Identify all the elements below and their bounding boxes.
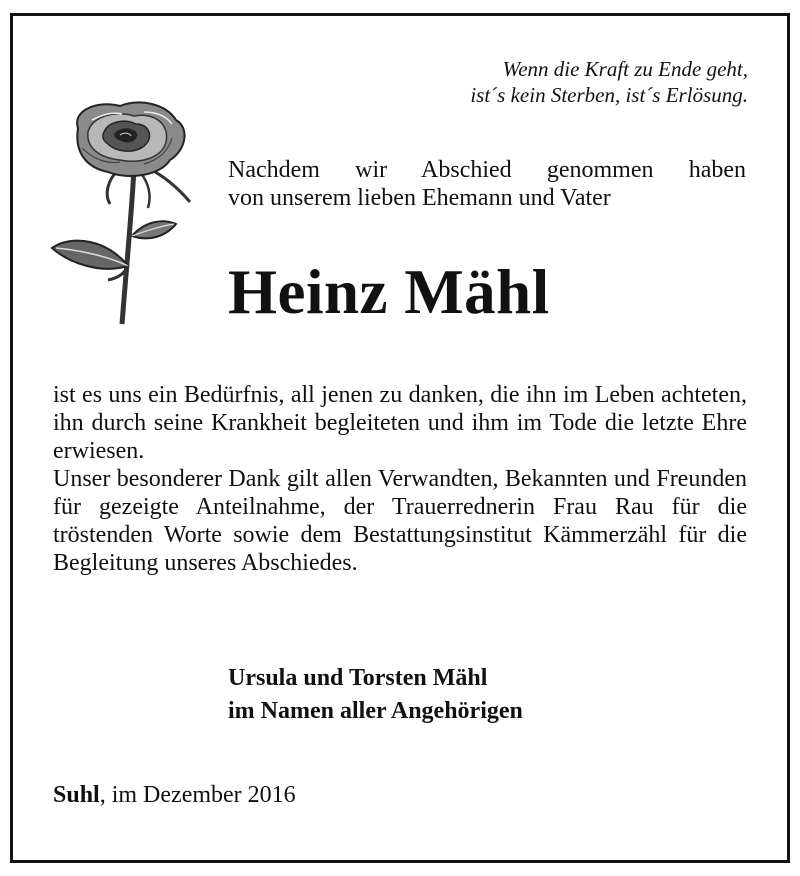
epigraph-quote [470, 56, 748, 108]
body-paragraph-2: Unser besonderer Dank gilt allen Verwandten, Bekannten und Freunden für gezeigte Anteilnahme, der Trauerrednerin Frau Rau für die tröstenden Worte sowie dem Bestattungsinstitut Kämmerzähl für die Begleitung unseres Abschiedes. [53, 466, 747, 576]
intro-text [228, 156, 746, 212]
deceased-name: Heinz Mähl [228, 257, 550, 327]
intro-line-1: Nachdem wir Abschied genommen haben [228, 157, 746, 183]
date-text: , im Dezember 2016 [99, 782, 296, 808]
body-text [53, 381, 747, 577]
intro-line-2: von unserem lieben Ehemann und Vater [228, 185, 611, 211]
place-name: Suhl [53, 782, 100, 808]
signature-line-1: Ursula und Torsten Mähl [228, 665, 488, 691]
quote-line-1: Wenn die Kraft zu Ende geht, [502, 57, 748, 81]
quote-line-2: ist´s kein Sterben, ist´s Erlösung. [470, 83, 748, 107]
rose-icon [48, 98, 198, 328]
body-paragraph-1: ist es uns ein Bedürfnis, all jenen zu danken, die ihn im Leben achteten, ihn durch seine Krankheit begleiteten und ihm im Tode die letzte Ehre erwiesen. [53, 382, 747, 464]
signature-line-2: im Namen aller Angehörigen [228, 698, 523, 724]
place-date [53, 780, 296, 810]
signature [228, 662, 523, 728]
